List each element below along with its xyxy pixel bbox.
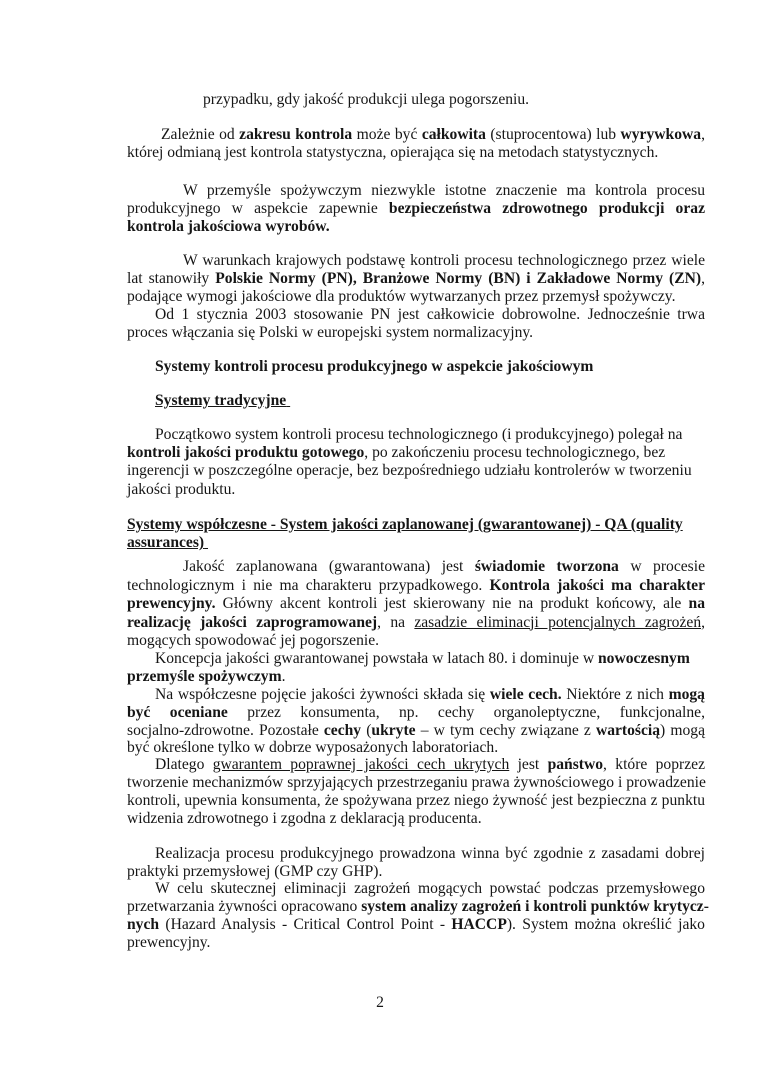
paragraph-text: widzenia zdrowotnego i zgodna z deklaracją producenta. xyxy=(127,810,482,827)
bold-term: system analizy zagrożeń i kontroli punktów krytycz- xyxy=(361,898,709,915)
bold-term: być oceniane xyxy=(127,703,228,721)
bold-term: przemyśle spożywczym xyxy=(127,668,282,686)
text-line xyxy=(183,558,705,577)
paragraph-text: podające wymogi jakościowe dla produktów wytwarzanych przez przemysł spożywczy. xyxy=(127,288,676,306)
paragraph-text: proces włączania się Polski w europejski system normalizacyjny. xyxy=(127,324,534,342)
text-line xyxy=(127,704,705,722)
bold-term: bezpieczeństwa zdrowotnego produkcji oraz xyxy=(388,200,705,218)
text-line xyxy=(127,668,705,686)
text-line xyxy=(127,898,709,916)
bold-term: nowoczesnym xyxy=(597,650,690,667)
text-line xyxy=(127,288,705,306)
bold-term: realizację jakości zaprogramowanej xyxy=(127,613,378,631)
paragraph-text: Realizacja procesu produkcyjnego prowadzona winna być zgodnie z zasadami dobrej xyxy=(155,845,705,862)
paragraph-text: mogących spowodować jej pogorszenie. xyxy=(127,632,380,649)
bold-term: ukryte xyxy=(371,721,416,739)
paragraph-text: – w tym cechy związane z xyxy=(415,721,596,739)
paragraph-text: ). System można określić jako xyxy=(506,916,705,933)
bold-term: wiele cech. xyxy=(489,686,562,703)
paragraph-text: ) mogą xyxy=(660,721,705,739)
text-line xyxy=(127,774,705,792)
text-line xyxy=(127,863,705,881)
text-line xyxy=(183,182,705,200)
underlined-phrase: gwarantem poprawnej jakości cech ukrytych xyxy=(212,756,510,773)
page-number: 2 xyxy=(376,994,384,1011)
text-line xyxy=(127,916,705,934)
text-line xyxy=(127,792,705,810)
text-line xyxy=(127,577,705,596)
paragraph-control-scope xyxy=(127,126,705,162)
text-line xyxy=(127,324,705,342)
text-line xyxy=(155,845,705,863)
text-line xyxy=(155,880,705,898)
text-line xyxy=(155,306,705,324)
text-line xyxy=(155,756,705,774)
text-line xyxy=(127,534,705,552)
bold-term: wartością xyxy=(595,721,661,739)
paragraph-pn-voluntary xyxy=(127,306,705,342)
paragraph-food-quality-features xyxy=(127,686,705,757)
section-heading xyxy=(127,358,705,376)
paragraph-text: lat stanowiły xyxy=(127,270,216,288)
bold-term: nych xyxy=(127,916,160,933)
paragraph-text: ( xyxy=(361,721,372,739)
paragraph-text: Główny akcent kontroli jest skierowany nie na produkt końcowy, ale xyxy=(215,595,689,612)
paragraph-continuation xyxy=(127,91,705,109)
paragraph-text: Na współczesne pojęcie jakości żywności składa się xyxy=(155,686,490,703)
bold-term: świadomie tworzona xyxy=(474,558,619,575)
text-line xyxy=(127,144,705,162)
text-line xyxy=(203,91,705,109)
paragraph-text: socjalno-zdrowotne. Pozostałe xyxy=(127,721,324,739)
paragraph-text: kontroli, upewnia konsumenta, że spożywana przez niego żywność jest bezpieczna z punktu xyxy=(127,792,705,809)
text-line xyxy=(127,934,705,952)
paragraph-text: być określone tylko w dobrze wyposażonych laboratoriach. xyxy=(127,739,499,757)
paragraph-text: prewencyjny. xyxy=(127,934,211,951)
bold-term: na xyxy=(688,595,705,612)
paragraph-text: (stuprocentowa) lub xyxy=(485,126,621,143)
paragraph-text: Zależnie od xyxy=(161,126,240,143)
paragraph-traditional-systems xyxy=(127,426,705,499)
text-line xyxy=(127,614,705,633)
paragraph-gmp xyxy=(127,845,705,881)
paragraph-text: Jakość zaplanowana (gwarantowana) jest xyxy=(183,558,475,575)
bold-term: kontrola jakościowa wyrobów. xyxy=(127,218,330,236)
paragraph-text: W celu skutecznej eliminacji zagrożeń mogących powstać podczas przemysłowego xyxy=(155,880,705,897)
paragraph-text: Od 1 stycznia 2003 stosowanie PN jest całkowicie dobrowolne. Jednocześnie trwa xyxy=(155,306,705,323)
paragraph-haccp xyxy=(127,880,709,952)
subsection-heading-text: Systemy współczesne - System jakości zaplanowanej (gwarantowanej) - QA (quality xyxy=(127,516,683,533)
bold-term: Kontrola jakości ma charakter xyxy=(489,576,706,594)
text-line xyxy=(155,426,705,444)
paragraph-text: Koncepcja jakości gwarantowanej powstała w latach 80. i dominuje w xyxy=(155,650,598,667)
paragraph-text: Dlatego xyxy=(155,756,213,773)
text-line xyxy=(127,739,705,757)
paragraph-text: technologicznym i nie ma charakteru przypadkowego. xyxy=(127,576,490,594)
paragraph-text: przetwarzania żywności opracowano xyxy=(127,898,362,915)
subsection-heading-text: assurances) xyxy=(127,534,205,552)
text-line xyxy=(127,595,705,614)
paragraph-text: Początkowo system kontroli procesu technologicznego (i produkcyjnego) polegał na xyxy=(155,426,683,443)
text-line xyxy=(127,632,705,651)
paragraph-text: przez konsumenta, np. cechy organoleptyczne, funkcjonalne, xyxy=(227,703,705,721)
bold-term: państwo xyxy=(547,756,604,773)
bold-term: wyrywkowa xyxy=(620,126,702,143)
text-line xyxy=(127,270,705,288)
paragraph-guaranteed-quality-concept xyxy=(127,650,705,686)
text-line xyxy=(183,252,705,270)
paragraph-text: , xyxy=(701,126,705,143)
text-line xyxy=(155,650,705,668)
underlined-phrase: zasadzie eliminacji potencjalnych zagrożeń, xyxy=(414,613,706,631)
paragraph-polish-standards xyxy=(127,252,705,307)
bold-term: kontroli jakości produktu gotowego xyxy=(127,444,365,462)
bold-term: mogą xyxy=(668,686,705,703)
paragraph-text: , na xyxy=(377,613,415,631)
paragraph-text: przypadku, gdy jakość produkcji ulega pogorszeniu. xyxy=(203,91,530,108)
text-line xyxy=(127,200,705,218)
paragraph-text: (Hazard Analysis - Critical Control Point - xyxy=(159,916,452,933)
paragraph-planned-quality xyxy=(127,558,705,651)
bold-term: Polskie Normy (PN), Branżowe Normy (BN) i Zakładowe Normy (ZN) xyxy=(215,270,702,288)
paragraph-text: praktyki przemysłowej (GMP czy GHP). xyxy=(127,863,383,881)
bold-term: prewencyjny. xyxy=(127,595,216,612)
subsection-heading-text: Systemy tradycyjne xyxy=(155,392,287,409)
text-line xyxy=(127,516,705,534)
paragraph-text: . xyxy=(281,668,286,686)
paragraph-text: tworzenie mechanizmów sprzyjających przestrzeganiu prawa żywnościowego i prowadzenie xyxy=(127,774,706,791)
subsection-heading-traditional xyxy=(127,392,705,410)
paragraph-text: , xyxy=(701,270,705,288)
text-line xyxy=(155,392,705,410)
paragraph-text: , po zakończeniu procesu technologicznego, bez xyxy=(364,444,666,462)
text-line xyxy=(127,444,705,462)
paragraph-state-guarantor xyxy=(127,756,705,828)
paragraph-text: w procesie xyxy=(618,558,706,575)
paragraph-text: ingerencji w poszczególne operacje, bez bezpośredniego udziału kontrolerów w tworzeniu xyxy=(127,462,692,480)
paragraph-text: może być xyxy=(352,126,422,143)
underline-trail xyxy=(286,392,290,409)
paragraph-text: , które poprzez xyxy=(603,756,705,773)
section-heading-text: Systemy kontroli procesu produkcyjnego w aspekcie jakościowym xyxy=(155,358,594,375)
paragraph-text: Niektóre z nich xyxy=(561,686,669,703)
bold-term: HACCP xyxy=(451,916,507,933)
bold-term: zakresu kontrola xyxy=(239,126,353,143)
text-line xyxy=(161,126,705,144)
paragraph-food-industry-control xyxy=(127,182,705,237)
text-line xyxy=(155,686,705,704)
bold-term: całkowita xyxy=(421,126,486,143)
paragraph-text: W przemyśle spożywczym niezwykle istotne znaczenie ma kontrola procesu xyxy=(183,182,705,199)
text-line xyxy=(127,218,705,236)
paragraph-text: W warunkach krajowych podstawę kontroli procesu technologicznego przez wiele xyxy=(183,252,705,269)
bold-term: cechy xyxy=(323,721,362,739)
text-line xyxy=(127,722,705,740)
subsection-heading-modern xyxy=(127,516,705,552)
text-line xyxy=(127,810,705,828)
paragraph-text: jakości produktu. xyxy=(127,480,236,498)
paragraph-text: jest xyxy=(509,756,548,773)
paragraph-text: produkcyjnego w aspekcie zapewnie xyxy=(127,200,389,218)
text-line xyxy=(155,358,705,376)
text-line xyxy=(127,462,705,480)
text-line xyxy=(127,481,705,499)
paragraph-text: której odmianą jest kontrola statystyczna, opierająca się na metodach statystycznych. xyxy=(127,144,659,162)
underline-trail xyxy=(204,534,208,551)
